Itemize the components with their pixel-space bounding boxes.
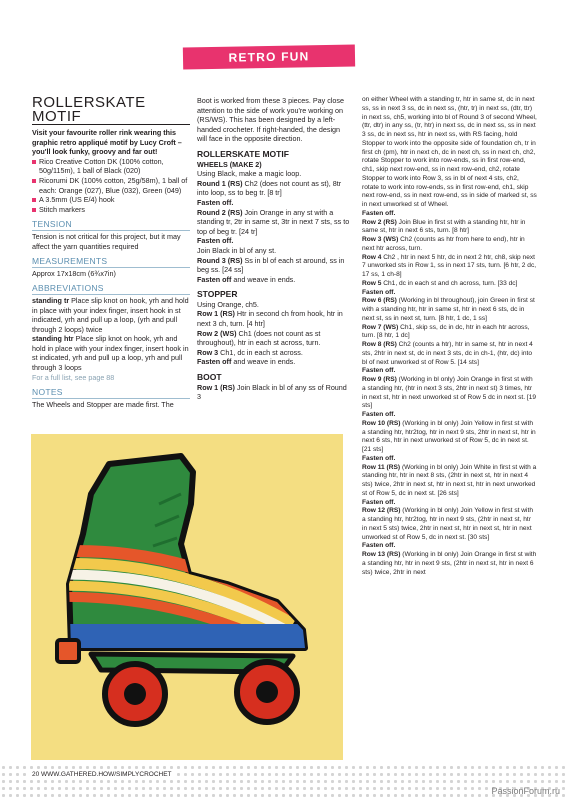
stopper-heading: STOPPER [197, 289, 238, 300]
row-text: (Working in bl throughout), join Green in first st with a standing htr, htr in same st, htr in next 6 sts, dc in next st, ss in next st, turn. [8 htr, 1 dc, 1 ss] [362, 297, 535, 322]
boot-row [362, 254, 537, 280]
column-3 [362, 96, 537, 577]
boot-row [362, 507, 537, 542]
round-text: Join Orange in any st with a standing tr, 2tr in same st, 3tr in next 7 sts, ss to top of beg tr. [24 tr] [197, 207, 350, 236]
abbreviation-standing-tr [32, 296, 190, 334]
stopper-row-1 [197, 309, 352, 328]
abbreviations-heading: ABBREVIATIONS [32, 284, 190, 295]
row-label: Row 3 (WS) [362, 236, 399, 243]
stopper-row-2 [197, 329, 352, 348]
round-text: Ss in bl of each st around, ss in beg ss. [24 ss] [197, 255, 345, 275]
fasten-off: Fasten off. [362, 411, 396, 418]
row-text: (Working in bl only) Join White in first st with a standing htr, htr in next 8 sts, (2htr in next st, htr in next 4 sts) twice, 2htr in next st, htr in next st, htr in next unworked st of Row 5, dc in next st. [26 sts] [362, 463, 537, 497]
boot-row-1-cont: on either Wheel with a standing tr, htr in same st, dc in next ss, ss in next 3 ss, dc in next ss, (htr, tr) in next ss, (dtr, ttr) in next ss, ch5, working into bl of Round 3 of second Wheel, (ttr, dtr) in any ss, (tr, htr) in next ss, dc in next ss, ss in next 3 ss, dc in next ss, htr in next ss, with RS facing, hold Stopper to work into the opposite side of foundation ch, tr in first ch (pm), htr in next ch, dc in next ch, ss in next ch, ch2, rotate Stopper to work into row-ends, ss in first row-end, ch1, skip next row-end, ss in next row-end, ch2, rotate Stopper to work into Row 3, ss in bl of next 4 sts, ch2, rotate to work into row-ends, ss in first row-end, ch1, skip next row-end, ss in next row-end, ss in side of marked st, ss in next unworked st of Wheel. [362, 96, 537, 208]
row-label: Row 2 (WS) [197, 328, 237, 338]
row-text: Ch1, dc in each st and ch across, turn. [33 dc] [381, 279, 518, 287]
abbr-definition: Place slip knot on hook, yrh and hold in place with your index finger, insert hook in st indicated, yrh and pull up a loop, (yrh and pull through 2 loops) twice [32, 295, 189, 334]
round-text: Ch2 (does not count as st), 8tr into loop, ss to beg tr. [8 tr] [197, 178, 342, 198]
wheels-heading: WHEELS (MAKE 2) [197, 159, 262, 169]
page-folio: 20 WWW.GATHERED.HOW/SIMPLYCROCHET [32, 771, 172, 778]
row-text: (Working in bl only) Join Orange in first st with a standing htr, (htr in next 3 sts, 2htr in next st) 3 times, htr in next st, htr in next unworked st of Row 5 dc in next st. [19 sts] [362, 376, 537, 410]
row-text: Ch1, dc in each st across. [218, 347, 303, 357]
boot-heading: BOOT [197, 372, 222, 383]
row-label: Row 1 (RS) [197, 309, 235, 319]
fasten-off: Fasten off. [362, 498, 396, 506]
material-item: A 3.5mm (US E/4) hook [32, 195, 190, 205]
measurements-text: Approx 17x18cm (6¾x7in) [32, 268, 116, 278]
row-text: Join Blue in first st with a standing htr, htr in same st, htr in next 6 sts, turn. [8 htr] [362, 218, 526, 235]
stopper-start: Using Orange, ch5. [197, 299, 259, 309]
abbr-term: standing tr [32, 295, 70, 305]
fasten-off: Fasten off. [362, 367, 396, 375]
watermark: PassionForum.ru [491, 786, 560, 796]
boot-row [362, 464, 537, 499]
boot-row [362, 219, 537, 237]
row-label: Row 2 (RS) [362, 218, 397, 226]
materials-list [32, 157, 190, 215]
fasten-off-label: Fasten off [197, 274, 232, 284]
fasten-off: Fasten off. [197, 197, 234, 207]
stopper-row-3 [197, 348, 352, 358]
row-text: (Working in bl only) Join Orange in first st with a standing htr, htr in next 9 sts, (2htr in next st, htr in next 6 sts) twice, 2htr in next [362, 551, 537, 576]
wheels-join: Join Black in bl of any st. [197, 245, 277, 255]
round-label: Round 3 (RS) [197, 255, 243, 265]
tension-heading: TENSION [32, 220, 190, 231]
row-label: Row 9 (RS) [362, 376, 397, 383]
abbr-term: standing htr [32, 334, 74, 344]
footer-dot-band [0, 764, 566, 800]
boot-row [362, 341, 537, 367]
fasten-off-label: Fasten off [197, 357, 232, 367]
motif-heading: ROLLERSKATE MOTIF [197, 148, 289, 159]
row-label: Row 13 (RS) [362, 551, 401, 558]
row-label: Row 10 (RS) [362, 419, 401, 427]
rollerskate-photo [31, 434, 343, 760]
fasten-off: Fasten off. [362, 454, 396, 462]
boot-row-1 [197, 383, 352, 402]
fasten-off-weave [197, 357, 352, 367]
row-text: (Working in bl only) Join Yellow in first st with a standing htr, htr2tog, htr in next 9 sts, (2htr in next st, htr in next 5 sts) twice, 2htr in next st, htr in next st, htr in next unworked st of Row 5, dc in next st. [30 sts] [362, 507, 534, 541]
pattern-title: ROLLERSKATE MOTIF [32, 96, 190, 125]
wheels-start: Using Black, make a magic loop. [197, 169, 302, 179]
row-label: Row 12 (RS) [362, 507, 401, 515]
tension-text: Tension is not critical for this project, but it may affect the yarn quantities required [32, 231, 181, 251]
row-label: Row 1 (RS) [197, 382, 235, 392]
boot-row [362, 324, 537, 342]
row-text: Ch1, skip ss, dc in dc, htr in each htr across, turn. [8 htr, 1 dc] [362, 323, 530, 340]
row-text: Ch2 , htr in next 5 htr, dc in next 2 htr, ch8, skip next 7 unworked sts in Row 1, ss in next 17 sts, turn. [6 htr, 2 dc, 17 ss, 1 ch-8] [362, 253, 537, 278]
fasten-off: Fasten off. [362, 209, 396, 217]
notes-text: The Wheels and Stopper are made first. The [32, 399, 174, 409]
abbr-more-link: For a full list, see page 88 [32, 372, 115, 382]
abbreviation-standing-htr [32, 334, 190, 372]
material-item: Ricorumi DK (100% cotton, 25g/58m), 1 ball of each: Orange (027), Blue (032), Green (049) [32, 176, 190, 195]
row-text: (Working in bl only) Join Yellow in first st with a standing htr, htr2tog, htr in next 9 sts, 2htr in next st, htr in next 6 sts, htr in next unworked st of Row 5, dc in next st. [21 sts] [362, 419, 536, 453]
material-item: Stitch markers [32, 205, 190, 215]
abbr-definition: Place slip knot on hook, yrh and hold in place with your index finger, insert hook in st indicated, yrh and pull up a loop, yrh and pull through 3 loops [32, 334, 189, 373]
fasten-off: Fasten off. [362, 542, 396, 550]
boot-row [362, 420, 537, 455]
row-label: Row 6 (RS) [362, 297, 397, 305]
round-label: Round 2 (RS) [197, 207, 243, 217]
column-2 [197, 96, 352, 402]
section-banner: RETRO FUN COLLECTION [183, 45, 355, 70]
row-text: Join Black in bl of any ss of Round 3 [197, 382, 347, 402]
notes-heading: NOTES [32, 388, 190, 399]
fasten-off: Fasten off. [362, 288, 396, 296]
fasten-off-text: and weave in ends. [231, 357, 296, 367]
wheels-round-2 [197, 208, 352, 237]
material-item: Rico Creative Cotton DK (100% cotton, 50g/115m), 1 ball of Black (020) [32, 157, 190, 176]
row-label: Row 4 [362, 253, 382, 261]
row-text: Htr in second ch from hook, htr in next 3 ch, turn. [4 htr] [197, 309, 343, 329]
boot-row [362, 376, 537, 411]
row-label: Row 8 (RS) [362, 341, 397, 348]
row-label: Row 3 [197, 347, 219, 357]
row-text: Ch1 (does not count as st throughout), htr in each st across, turn. [197, 328, 321, 348]
wheels-round-3 [197, 256, 352, 275]
row-label: Row 11 (RS) [362, 463, 401, 471]
boot-row [362, 297, 537, 323]
boot-intro: Boot is worked from these 3 pieces. Pay close attention to the side of work you're working on (RS/WS). This has been designed by a left-handed crocheter. If right-handed, the design will face in the opposite direction. [197, 96, 345, 144]
row-label: Row 5 [362, 279, 382, 287]
row-text: Ch2 (counts as htr from here to end), htr in next htr across, turn. [362, 236, 525, 252]
round-label: Round 1 (RS) [197, 178, 243, 188]
boot-row [362, 551, 537, 577]
boot-row [362, 280, 537, 289]
column-1 [32, 96, 190, 409]
wheels-round-1 [197, 179, 352, 198]
measurements-heading: MEASUREMENTS [32, 257, 190, 268]
intro-text: Visit your favourite roller rink wearing this graphic retro appliqué motif by Lucy Croft – you'll look funky, groovy and far out! [32, 128, 182, 157]
rollerskate-illustration [31, 434, 343, 760]
fasten-off-weave [197, 275, 352, 285]
row-label: Row 7 (WS) [362, 323, 399, 331]
row-text: Ch2 (counts a htr), htr in same st, htr in next 4 sts, 2htr in next st, dc in next 3 sts, dc in ch-1, (htr, dc) into bl of next unworked st of Row 5. [14 sts] [362, 341, 533, 366]
boot-row [362, 236, 537, 254]
fasten-off-text: and weave in ends. [231, 274, 296, 284]
fasten-off: Fasten off. [197, 236, 234, 246]
